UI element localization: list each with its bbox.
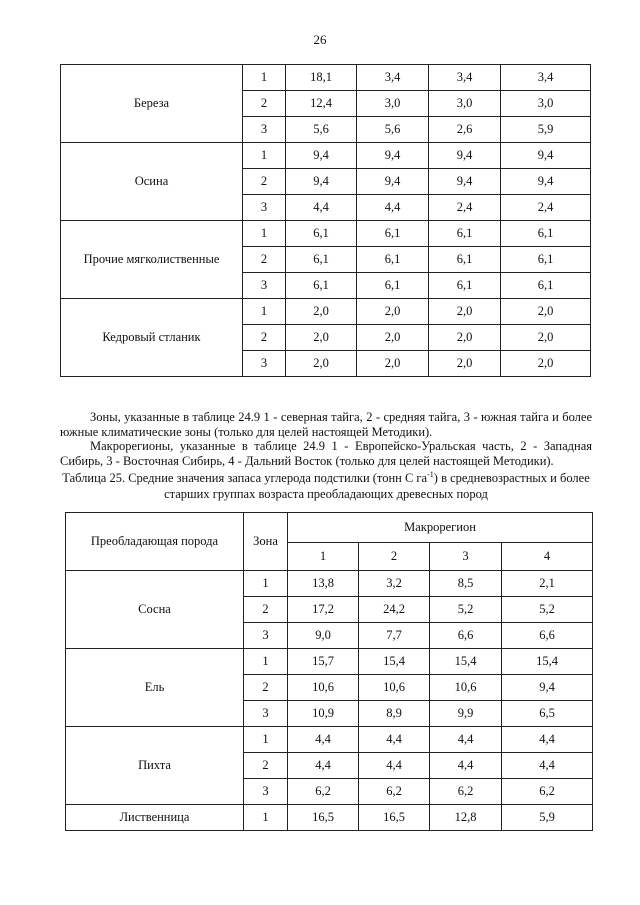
zone-cell: 1 [243,143,286,169]
value-cell: 9,4 [501,169,591,195]
value-cell: 9,4 [429,143,501,169]
value-cell: 5,9 [502,805,593,831]
value-cell: 4,4 [430,753,502,779]
zone-cell: 1 [243,65,286,91]
zone-cell: 1 [244,727,288,753]
value-cell: 6,6 [502,623,593,649]
header-region: 3 [430,543,502,571]
value-cell: 7,7 [359,623,430,649]
value-cell: 4,4 [357,195,429,221]
zone-cell: 3 [243,351,286,377]
value-cell: 2,0 [357,351,429,377]
value-cell: 4,4 [430,727,502,753]
value-cell: 3,0 [501,91,591,117]
value-cell: 10,6 [359,675,430,701]
species-cell: Прочие мягколиственные [61,221,243,299]
species-cell: Ель [66,649,244,727]
header-macroregion: Макрорегион [288,513,593,543]
zone-cell: 2 [243,247,286,273]
zone-cell: 1 [244,571,288,597]
caption-part1: Таблица 25. Средние значения запаса углерода подстилки (тонн С га [62,471,428,485]
value-cell: 2,6 [429,117,501,143]
zone-cell: 3 [243,195,286,221]
value-cell: 12,4 [286,91,357,117]
value-cell: 6,1 [286,221,357,247]
zone-cell: 1 [243,221,286,247]
value-cell: 10,9 [288,701,359,727]
species-cell: Пихта [66,727,244,805]
value-cell: 2,0 [357,325,429,351]
value-cell: 24,2 [359,597,430,623]
value-cell: 6,1 [429,221,501,247]
value-cell: 2,0 [429,325,501,351]
zone-cell: 3 [243,273,286,299]
value-cell: 2,0 [429,299,501,325]
zone-cell: 1 [243,299,286,325]
value-cell: 6,1 [357,247,429,273]
value-cell: 3,2 [359,571,430,597]
zone-cell: 2 [244,597,288,623]
zone-cell: 1 [244,649,288,675]
value-cell: 9,9 [430,701,502,727]
value-cell: 3,0 [429,91,501,117]
value-cell: 15,4 [359,649,430,675]
value-cell: 3,0 [357,91,429,117]
value-cell: 10,6 [430,675,502,701]
value-cell: 2,0 [286,351,357,377]
value-cell: 10,6 [288,675,359,701]
value-cell: 2,0 [286,325,357,351]
value-cell: 9,4 [286,169,357,195]
caption-superscript: -1 [427,469,434,479]
value-cell: 17,2 [288,597,359,623]
header-region: 2 [359,543,430,571]
header-region: 4 [502,543,593,571]
species-cell: Береза [61,65,243,143]
value-cell: 15,7 [288,649,359,675]
zone-cell: 2 [243,169,286,195]
value-cell: 6,1 [429,247,501,273]
value-cell: 4,4 [359,727,430,753]
value-cell: 3,4 [429,65,501,91]
value-cell: 16,5 [359,805,430,831]
zone-cell: 3 [244,623,288,649]
page-number: 26 [313,32,327,47]
table-row [61,65,591,91]
table-row [61,299,591,325]
value-cell: 4,4 [288,727,359,753]
zone-cell: 2 [243,325,286,351]
value-cell: 9,4 [357,143,429,169]
zone-cell: 3 [244,779,288,805]
value-cell: 18,1 [286,65,357,91]
table-row [66,649,593,675]
value-cell: 4,4 [359,753,430,779]
value-cell: 13,8 [288,571,359,597]
zones-note [60,410,592,440]
value-cell: 6,1 [501,247,591,273]
value-cell: 3,4 [357,65,429,91]
table-row [66,805,593,831]
zone-cell: 2 [243,91,286,117]
value-cell: 6,2 [359,779,430,805]
value-cell: 2,1 [502,571,593,597]
zone-cell: 3 [243,117,286,143]
value-cell: 9,4 [501,143,591,169]
value-cell: 2,0 [501,325,591,351]
value-cell: 5,2 [430,597,502,623]
value-cell: 2,4 [429,195,501,221]
value-cell: 2,0 [286,299,357,325]
value-cell: 4,4 [502,727,593,753]
macroregions-note [60,439,592,469]
value-cell: 6,2 [502,779,593,805]
table-row [61,221,591,247]
table-row [66,727,593,753]
species-cell: Кедровый стланик [61,299,243,377]
value-cell: 6,2 [430,779,502,805]
table-row [61,143,591,169]
value-cell: 5,2 [502,597,593,623]
value-cell: 5,9 [501,117,591,143]
value-cell: 2,0 [501,299,591,325]
value-cell: 2,0 [429,351,501,377]
value-cell: 8,5 [430,571,502,597]
header-zone: Зона [244,513,288,571]
zone-cell: 3 [244,701,288,727]
caption-part2: ) в средневозрастных и более старших группах возраста преобладающих древесных пород [164,471,590,501]
value-cell: 2,0 [501,351,591,377]
value-cell: 9,4 [286,143,357,169]
value-cell: 6,1 [501,273,591,299]
value-cell: 2,0 [357,299,429,325]
value-cell: 6,1 [286,273,357,299]
value-cell: 15,4 [502,649,593,675]
value-cell: 6,1 [357,221,429,247]
header-species: Преобладающая порода [66,513,244,571]
value-cell: 9,0 [288,623,359,649]
value-cell: 15,4 [430,649,502,675]
zones-note-text: Зоны, указанные в таблице 24.9 1 - северная тайга, 2 - средняя тайга, 3 - южная тайга и более южные климатические зоны (только для целей настоящей Методики). [60,409,592,439]
table-25-caption [60,470,592,502]
zone-cell: 1 [244,805,288,831]
value-cell: 8,9 [359,701,430,727]
value-cell: 9,4 [502,675,593,701]
table-25 [65,512,593,831]
value-cell: 4,4 [288,753,359,779]
header-region: 1 [288,543,359,571]
value-cell: 2,4 [501,195,591,221]
macroregions-note-text: Макрорегионы, указанные в таблице 24.9 1 - Европейско-Уральская часть, 2 - Западная Сибирь, 3 - Восточная Сибирь, 4 - Дальний Восток (только для целей настоящей Методики). [60,438,592,468]
value-cell: 6,1 [286,247,357,273]
value-cell: 6,1 [429,273,501,299]
species-cell: Сосна [66,571,244,649]
value-cell: 16,5 [288,805,359,831]
value-cell: 6,1 [501,221,591,247]
value-cell: 4,4 [286,195,357,221]
value-cell: 6,6 [430,623,502,649]
value-cell: 5,6 [286,117,357,143]
zone-cell: 2 [244,753,288,779]
value-cell: 4,4 [502,753,593,779]
value-cell: 3,4 [501,65,591,91]
species-cell: Лиственница [66,805,244,831]
value-cell: 6,5 [502,701,593,727]
value-cell: 6,2 [288,779,359,805]
value-cell: 9,4 [357,169,429,195]
value-cell: 5,6 [357,117,429,143]
species-cell: Осина [61,143,243,221]
value-cell: 6,1 [357,273,429,299]
zone-cell: 2 [244,675,288,701]
value-cell: 9,4 [429,169,501,195]
table-continued [60,64,591,377]
table-row [66,571,593,597]
value-cell: 12,8 [430,805,502,831]
